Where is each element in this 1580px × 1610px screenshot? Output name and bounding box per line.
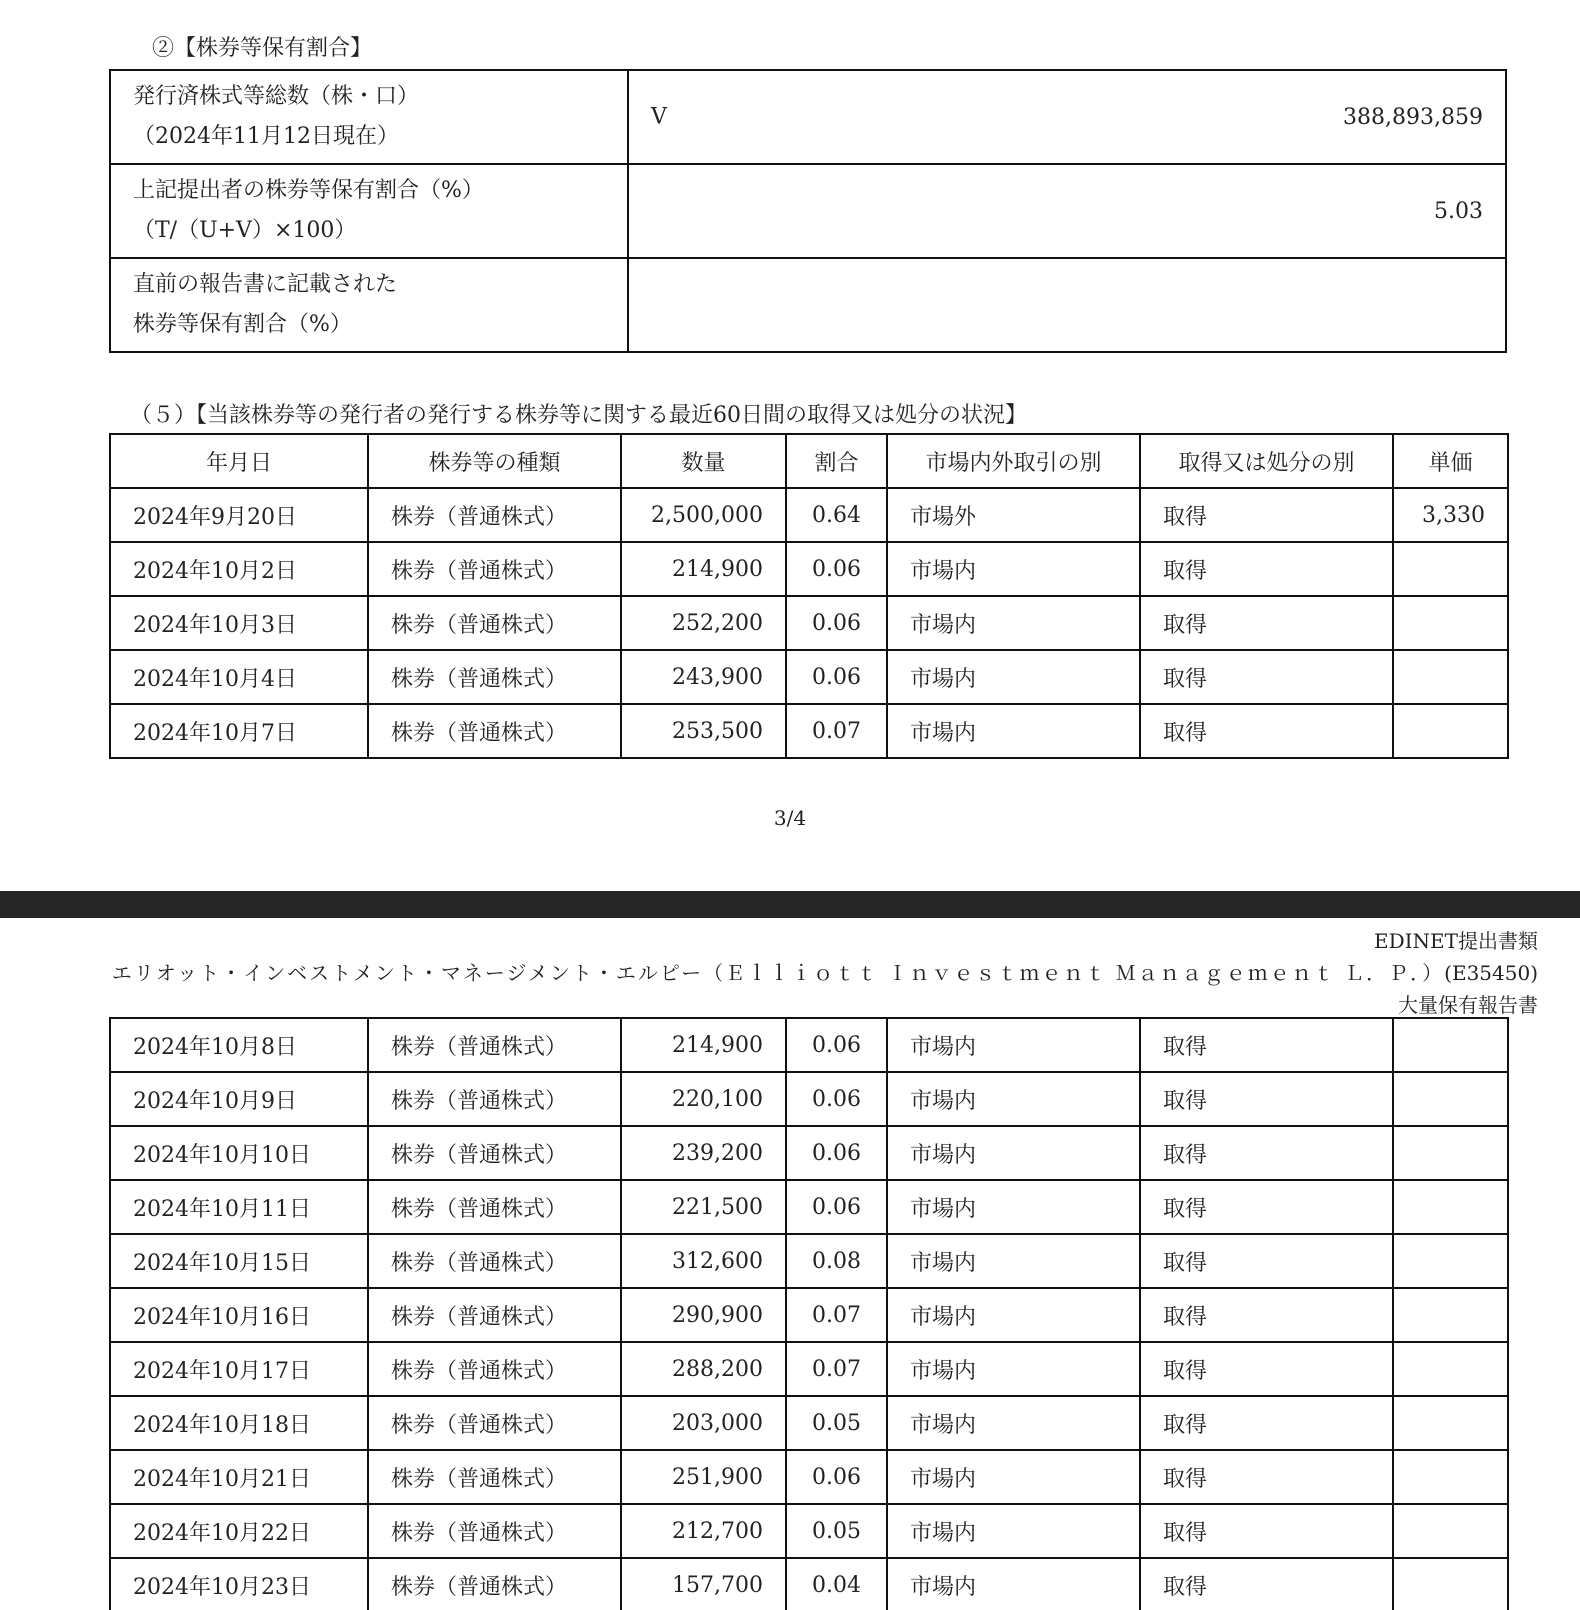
cell-market: 市場内 [887, 704, 1140, 758]
cell-market: 市場内 [887, 1234, 1140, 1288]
cell-price [1393, 1396, 1508, 1450]
header-date: 年月日 [110, 434, 368, 488]
cell-market: 市場内 [887, 1342, 1140, 1396]
table-row [110, 1180, 1508, 1234]
cell-market: 市場内 [887, 1072, 1140, 1126]
cell-action: 取得 [1140, 596, 1393, 650]
table-row [110, 542, 1508, 596]
cell-price [1393, 542, 1508, 596]
cell-action: 取得 [1140, 1288, 1393, 1342]
cell-action: 取得 [1140, 1504, 1393, 1558]
table-row [110, 1126, 1508, 1180]
cell-market: 市場内 [887, 596, 1140, 650]
cell-action: 取得 [1140, 704, 1393, 758]
cell-quantity: 239,200 [621, 1126, 786, 1180]
cell-action: 取得 [1140, 650, 1393, 704]
cell-date: 2024年10月16日 [110, 1288, 368, 1342]
cell-type: 株券（普通株式） [368, 650, 621, 704]
cell-date: 2024年10月2日 [110, 542, 368, 596]
cell-price [1393, 1126, 1508, 1180]
cell-action: 取得 [1140, 1018, 1393, 1072]
header-type: 株券等の種類 [368, 434, 621, 488]
cell-price [1393, 1450, 1508, 1504]
cell-ratio: 0.06 [786, 1018, 887, 1072]
table-row [110, 488, 1508, 542]
cell-type: 株券（普通株式） [368, 1342, 621, 1396]
cell-quantity: 157,700 [621, 1558, 786, 1610]
cell-price [1393, 1180, 1508, 1234]
page-separator [0, 891, 1580, 918]
cell-type: 株券（普通株式） [368, 1126, 621, 1180]
cell-date: 2024年10月21日 [110, 1450, 368, 1504]
label-line: 株券等保有割合（%） [133, 312, 352, 337]
cell-market: 市場内 [887, 1450, 1140, 1504]
cell-date: 2024年10月22日 [110, 1504, 368, 1558]
row-label [110, 70, 628, 164]
cell-ratio: 0.07 [786, 704, 887, 758]
cell-ratio: 0.05 [786, 1504, 887, 1558]
edinet-header: EDINET提出書類 [1374, 929, 1538, 953]
cell-type: 株券（普通株式） [368, 1396, 621, 1450]
table-row [110, 1450, 1508, 1504]
cell-market: 市場内 [887, 1558, 1140, 1610]
cell-quantity: 251,900 [621, 1450, 786, 1504]
cell-quantity: 253,500 [621, 704, 786, 758]
label-line: 上記提出者の株券等保有割合（%） [133, 178, 484, 203]
cell-type: 株券（普通株式） [368, 704, 621, 758]
cell-quantity: 214,900 [621, 1018, 786, 1072]
cell-price [1393, 1018, 1508, 1072]
cell-market: 市場内 [887, 650, 1140, 704]
table-row [110, 70, 1506, 164]
cell-market: 市場外 [887, 488, 1140, 542]
cell-date: 2024年10月9日 [110, 1072, 368, 1126]
cell-type: 株券（普通株式） [368, 1450, 621, 1504]
cell-market: 市場内 [887, 1018, 1140, 1072]
row-value [628, 70, 1506, 164]
table-row [110, 1072, 1508, 1126]
cell-price [1393, 1504, 1508, 1558]
cell-date: 2024年10月17日 [110, 1342, 368, 1396]
cell-market: 市場内 [887, 1180, 1140, 1234]
cell-type: 株券（普通株式） [368, 1288, 621, 1342]
cell-ratio: 0.07 [786, 1288, 887, 1342]
cell-price [1393, 650, 1508, 704]
row-value [628, 258, 1506, 352]
page-number: 3/4 [773, 806, 807, 830]
header-quantity: 数量 [621, 434, 786, 488]
document-page-4 [0, 918, 1580, 1610]
cell-market: 市場内 [887, 1288, 1140, 1342]
cell-ratio: 0.06 [786, 1126, 887, 1180]
label-line: 発行済株式等総数（株・口） [133, 84, 420, 109]
cell-ratio: 0.06 [786, 542, 887, 596]
filer-name: エリオット・インベストメント・マネージメント・エルピー（Ｅｌｌｉｏｔｔ Ｉｎｖｅｓｔｍｅｎｔ Ｍａｎａｇｅｍｅｎｔ Ｌ．Ｐ．） [111, 961, 1445, 985]
cell-date: 2024年10月7日 [110, 704, 368, 758]
ratio-section-title: ②【株券等保有割合】 [152, 36, 373, 61]
table-row [110, 1288, 1508, 1342]
filer-code: (E35450) [1444, 961, 1538, 985]
cell-quantity: 252,200 [621, 596, 786, 650]
cell-price [1393, 1342, 1508, 1396]
cell-ratio: 0.06 [786, 1072, 887, 1126]
value-number: 388,893,859 [1343, 104, 1483, 130]
cell-quantity: 214,900 [621, 542, 786, 596]
cell-date: 2024年9月20日 [110, 488, 368, 542]
cell-quantity: 243,900 [621, 650, 786, 704]
cell-quantity: 203,000 [621, 1396, 786, 1450]
table-row [110, 596, 1508, 650]
cell-action: 取得 [1140, 1072, 1393, 1126]
cell-type: 株券（普通株式） [368, 488, 621, 542]
cell-date: 2024年10月8日 [110, 1018, 368, 1072]
holding-ratio-table [109, 69, 1507, 353]
cell-action: 取得 [1140, 1234, 1393, 1288]
cell-type: 株券（普通株式） [368, 1072, 621, 1126]
cell-ratio: 0.06 [786, 650, 887, 704]
cell-date: 2024年10月11日 [110, 1180, 368, 1234]
table-row [110, 1558, 1508, 1610]
cell-action: 取得 [1140, 488, 1393, 542]
row-value [628, 164, 1506, 258]
cell-market: 市場内 [887, 542, 1140, 596]
label-line: 直前の報告書に記載された [133, 272, 398, 297]
label-line: （T/（U+V）×100） [133, 218, 357, 243]
cell-action: 取得 [1140, 542, 1393, 596]
table-row [110, 1396, 1508, 1450]
cell-ratio: 0.06 [786, 596, 887, 650]
cell-type: 株券（普通株式） [368, 596, 621, 650]
cell-market: 市場内 [887, 1396, 1140, 1450]
cell-action: 取得 [1140, 1396, 1393, 1450]
cell-action: 取得 [1140, 1180, 1393, 1234]
cell-price [1393, 1288, 1508, 1342]
label-line: （2024年11月12日現在） [133, 124, 399, 149]
value-marker: V [651, 104, 667, 130]
table-row [110, 258, 1506, 352]
transactions-table-page4 [109, 1017, 1509, 1610]
cell-action: 取得 [1140, 1450, 1393, 1504]
cell-type: 株券（普通株式） [368, 1018, 621, 1072]
cell-type: 株券（普通株式） [368, 1504, 621, 1558]
cell-ratio: 0.06 [786, 1180, 887, 1234]
cell-quantity: 212,700 [621, 1504, 786, 1558]
cell-quantity: 221,500 [621, 1180, 786, 1234]
cell-action: 取得 [1140, 1342, 1393, 1396]
table-row [110, 704, 1508, 758]
header-action: 取得又は処分の別 [1140, 434, 1393, 488]
value-number: 5.03 [1434, 198, 1483, 224]
cell-ratio: 0.05 [786, 1396, 887, 1450]
table-row [110, 1342, 1508, 1396]
cell-quantity: 312,600 [621, 1234, 786, 1288]
cell-action: 取得 [1140, 1558, 1393, 1610]
transactions-section-title: （５）【当該株券等の発行者の発行する株券等に関する最近60日間の取得又は処分の状況】 [130, 403, 1027, 428]
table-row [110, 1504, 1508, 1558]
cell-price [1393, 596, 1508, 650]
cell-date: 2024年10月23日 [110, 1558, 368, 1610]
cell-date: 2024年10月10日 [110, 1126, 368, 1180]
table-row [110, 1018, 1508, 1072]
cell-market: 市場内 [887, 1504, 1140, 1558]
cell-price [1393, 704, 1508, 758]
filer-header [112, 957, 1538, 986]
cell-type: 株券（普通株式） [368, 1234, 621, 1288]
cell-market: 市場内 [887, 1126, 1140, 1180]
cell-quantity: 288,200 [621, 1342, 786, 1396]
table-row [110, 650, 1508, 704]
row-label [110, 164, 628, 258]
cell-price: 3,330 [1393, 488, 1508, 542]
cell-type: 株券（普通株式） [368, 1180, 621, 1234]
cell-price [1393, 1234, 1508, 1288]
cell-price [1393, 1558, 1508, 1610]
cell-date: 2024年10月3日 [110, 596, 368, 650]
table-header-row [110, 434, 1508, 488]
cell-date: 2024年10月15日 [110, 1234, 368, 1288]
report-type: 大量保有報告書 [1398, 993, 1538, 1017]
table-row [110, 164, 1506, 258]
transactions-table-page3 [109, 433, 1509, 759]
cell-ratio: 0.07 [786, 1342, 887, 1396]
cell-date: 2024年10月4日 [110, 650, 368, 704]
header-ratio: 割合 [786, 434, 887, 488]
header-price: 単価 [1393, 434, 1508, 488]
cell-quantity: 290,900 [621, 1288, 786, 1342]
cell-quantity: 2,500,000 [621, 488, 786, 542]
cell-date: 2024年10月18日 [110, 1396, 368, 1450]
header-market: 市場内外取引の別 [887, 434, 1140, 488]
cell-action: 取得 [1140, 1126, 1393, 1180]
cell-ratio: 0.08 [786, 1234, 887, 1288]
table-row [110, 1234, 1508, 1288]
cell-ratio: 0.04 [786, 1558, 887, 1610]
cell-type: 株券（普通株式） [368, 542, 621, 596]
cell-type: 株券（普通株式） [368, 1558, 621, 1610]
cell-price [1393, 1072, 1508, 1126]
cell-quantity: 220,100 [621, 1072, 786, 1126]
cell-ratio: 0.64 [786, 488, 887, 542]
cell-ratio: 0.06 [786, 1450, 887, 1504]
row-label [110, 258, 628, 352]
